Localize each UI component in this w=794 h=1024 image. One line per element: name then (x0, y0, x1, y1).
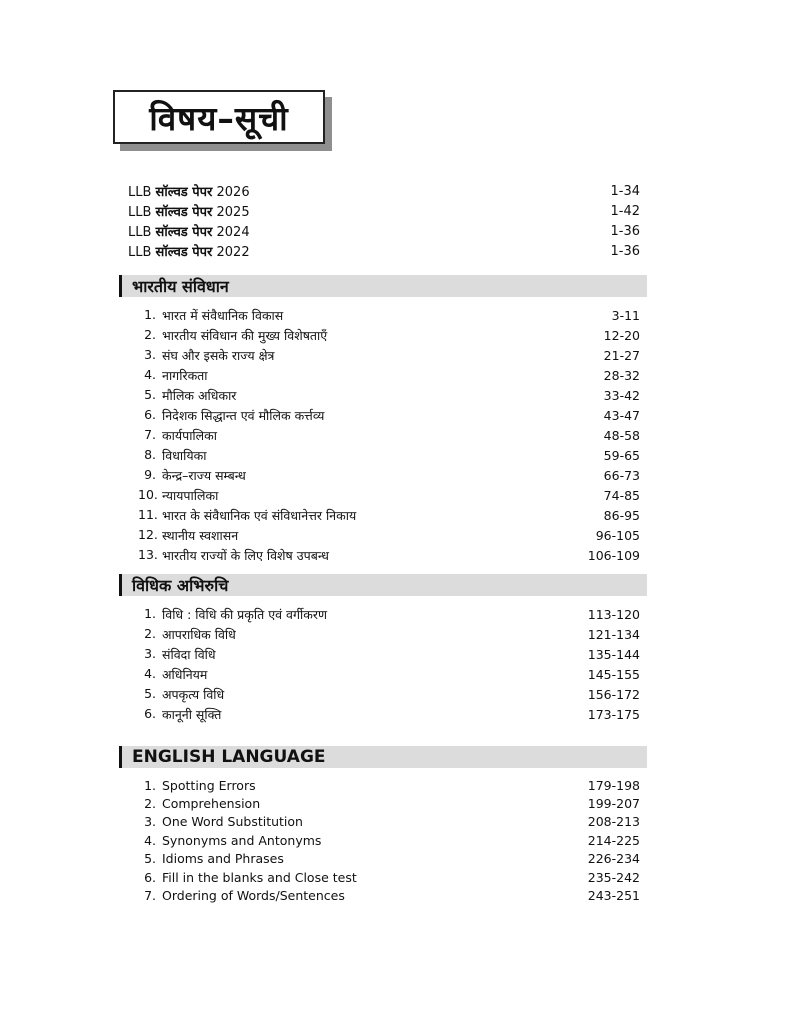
solved-paper-pages: 1-36 (610, 223, 640, 239)
item-number: 6. (144, 406, 156, 422)
item-pages: 145-155 (587, 666, 640, 682)
toc-row[interactable] (138, 385, 640, 405)
item-label: आपराधिक विधि (162, 626, 236, 642)
item-number: 1. (144, 605, 156, 621)
toc-row[interactable] (138, 325, 640, 345)
item-label: नागरिकता (162, 367, 208, 383)
item-number: 7. (144, 426, 156, 442)
item-label: भारतीय संविधान की मुख्य विशेषताएँ (162, 327, 328, 343)
item-number: 6. (144, 705, 156, 721)
item-label: विधायिका (162, 447, 207, 463)
item-label: स्थानीय स्वशासन (162, 527, 239, 543)
item-label: संघ और इसके राज्य क्षेत्र (162, 347, 275, 363)
toc-row[interactable] (138, 305, 640, 325)
toc-row[interactable] (138, 704, 640, 724)
toc-row[interactable] (138, 794, 640, 812)
item-pages: 43-47 (603, 407, 640, 423)
toc-row[interactable] (138, 776, 640, 794)
toc-row[interactable] (138, 405, 640, 425)
toc-row[interactable] (138, 624, 640, 644)
item-number: 5. (144, 386, 156, 402)
item-label: न्यायपालिका (162, 487, 219, 503)
section-header: विधिक अभिरुचि (119, 574, 647, 596)
item-pages: 135-144 (587, 646, 640, 662)
item-label: कानूनी सूक्ति (162, 706, 222, 722)
section-items (119, 776, 647, 905)
toc-row[interactable] (138, 868, 640, 886)
item-pages: 121-134 (587, 626, 640, 642)
item-label: संविदा विधि (162, 646, 216, 662)
item-pages: 214-225 (587, 832, 640, 848)
toc-row[interactable] (138, 505, 640, 525)
toc-title-box (113, 90, 325, 144)
item-number: 2. (144, 625, 156, 641)
item-pages: 106-109 (587, 547, 640, 563)
item-label: अपकृत्य विधि (162, 686, 225, 702)
item-label: मौलिक अधिकार (162, 387, 237, 403)
section-english-language (119, 746, 647, 905)
item-label: Spotting Errors (162, 777, 256, 793)
solved-paper-pages: 1-34 (610, 183, 640, 199)
toc-row[interactable] (138, 684, 640, 704)
toc-row[interactable] (138, 813, 640, 831)
toc-row[interactable] (138, 886, 640, 904)
item-number: 5. (144, 685, 156, 701)
toc-row[interactable] (138, 465, 640, 485)
solved-paper-row[interactable] (128, 181, 640, 201)
solved-paper-row[interactable] (128, 241, 640, 261)
section-header: भारतीय संविधान (119, 275, 647, 297)
toc-row[interactable] (138, 850, 640, 868)
item-pages: 113-120 (587, 606, 640, 622)
item-label: One Word Substitution (162, 814, 303, 830)
toc-row[interactable] (138, 664, 640, 684)
item-label: भारत में संवैधानिक विकास (162, 307, 284, 323)
item-label: Comprehension (162, 796, 261, 812)
item-number: 1. (144, 777, 156, 793)
item-pages: 28-32 (603, 367, 640, 383)
item-label: विधि : विधि की प्रकृति एवं वर्गीकरण (162, 606, 328, 622)
item-label: कार्यपालिका (162, 427, 217, 443)
item-pages: 235-242 (587, 869, 640, 885)
toc-row[interactable] (138, 425, 640, 445)
item-pages: 66-73 (603, 467, 640, 483)
item-number: 2. (144, 326, 156, 342)
toc-row[interactable] (138, 485, 640, 505)
toc-row[interactable] (138, 604, 640, 624)
item-pages: 156-172 (587, 686, 640, 702)
item-pages: 208-213 (587, 814, 640, 830)
item-pages: 179-198 (587, 777, 640, 793)
item-pages: 173-175 (587, 706, 640, 722)
page-title: विषय–सूची (149, 98, 289, 138)
solved-paper-row[interactable] (128, 201, 640, 221)
item-pages: 48-58 (603, 427, 640, 443)
solved-paper-row[interactable] (128, 221, 640, 241)
item-label: निदेशक सिद्धान्त एवं मौलिक कर्त्तव्य (162, 407, 325, 423)
item-number: 11. (138, 506, 158, 522)
solved-paper-label: LLB सॉल्वड पेपर 2022 (128, 245, 250, 260)
toc-row[interactable] (138, 831, 640, 849)
toc-row[interactable] (138, 545, 640, 565)
item-pages: 3-11 (611, 307, 640, 323)
item-number: 4. (144, 665, 156, 681)
item-number: 6. (144, 869, 156, 885)
item-number: 3. (144, 645, 156, 661)
solved-paper-pages: 1-36 (610, 243, 640, 259)
item-number: 3. (144, 346, 156, 362)
section-items (119, 305, 647, 565)
section-legal-aptitude (119, 574, 647, 724)
item-number: 2. (144, 796, 156, 812)
item-pages: 86-95 (603, 507, 640, 523)
item-pages: 21-27 (603, 347, 640, 363)
item-number: 4. (144, 366, 156, 382)
item-label: Ordering of Words/Sentences (162, 888, 345, 904)
solved-paper-label: LLB सॉल्वड पेपर 2026 (128, 185, 250, 200)
item-label: भारतीय राज्यों के लिए विशेष उपबन्ध (162, 547, 329, 563)
item-number: 13. (138, 546, 158, 562)
toc-row[interactable] (138, 644, 640, 664)
solved-paper-pages: 1-42 (610, 203, 640, 219)
item-pages: 226-234 (587, 851, 640, 867)
item-number: 3. (144, 814, 156, 830)
toc-row[interactable] (138, 345, 640, 365)
item-number: 9. (144, 466, 156, 482)
solved-papers-list (128, 181, 640, 261)
item-number: 5. (144, 851, 156, 867)
toc-row[interactable] (138, 365, 640, 385)
toc-row[interactable] (138, 525, 640, 545)
item-pages: 243-251 (587, 888, 640, 904)
section-items (119, 604, 647, 724)
section-header: ENGLISH LANGUAGE (119, 746, 647, 768)
item-number: 7. (144, 888, 156, 904)
solved-paper-label: LLB सॉल्वड पेपर 2025 (128, 205, 250, 220)
item-label: Synonyms and Antonyms (162, 832, 322, 848)
item-pages: 33-42 (603, 387, 640, 403)
item-number: 1. (144, 306, 156, 322)
item-label: केन्द्र–राज्य सम्बन्ध (162, 467, 246, 483)
item-label: Idioms and Phrases (162, 851, 284, 867)
solved-paper-label: LLB सॉल्वड पेपर 2024 (128, 225, 250, 240)
item-pages: 199-207 (587, 796, 640, 812)
item-pages: 12-20 (603, 327, 640, 343)
item-pages: 59-65 (603, 447, 640, 463)
item-label: Fill in the blanks and Close test (162, 869, 357, 885)
item-number: 10. (138, 486, 158, 502)
item-pages: 96-105 (595, 527, 640, 543)
item-number: 4. (144, 832, 156, 848)
item-number: 12. (138, 526, 158, 542)
section-constitution (119, 275, 647, 565)
item-pages: 74-85 (603, 487, 640, 503)
item-label: अधिनियम (162, 666, 208, 682)
item-label: भारत के संवैधानिक एवं संविधानेत्तर निकाय (162, 507, 357, 523)
item-number: 8. (144, 446, 156, 462)
toc-row[interactable] (138, 445, 640, 465)
